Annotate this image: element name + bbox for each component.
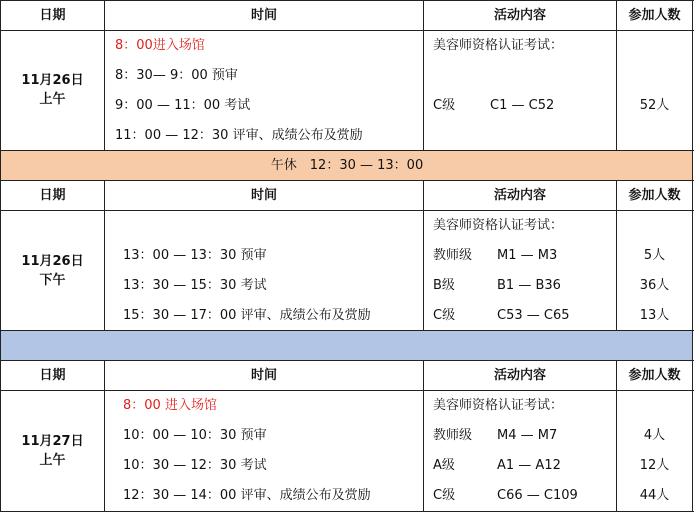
section-date [1,432,104,470]
time-entry: 15：30 — 17：00 评审、成绩公布及赏励 [123,308,371,323]
header-activity: 活动内容 [493,8,546,23]
time-entry: 11：00 — 12：30 评审、成绩公布及赏励 [115,128,363,143]
participant-count: 5人 [643,248,666,263]
time-entry: 10：30 — 12：30 考试 [123,458,267,473]
section-date [1,252,104,290]
exam-range: C66 — C109 [497,488,578,503]
header-time: 时间 [250,368,277,383]
participant-count: 4人 [643,428,666,443]
separator-row [1,331,693,360]
participant-count: 36人 [639,278,670,293]
time-entry: 10：00 — 10：30 预审 [123,428,267,443]
activity-title: 美容师资格认证考试： [433,218,564,233]
exam-range: C53 — C65 [497,308,570,323]
exam-level: 教师级 [433,428,473,443]
header-count: 参加人数 [628,8,681,23]
participant-count: 52人 [639,98,670,113]
header-activity: 活动内容 [493,368,546,383]
header-time: 时间 [250,188,277,203]
activity-title: 美容师资格认证考试： [433,398,564,413]
header-activity: 活动内容 [493,188,546,203]
exam-range: B1 — B36 [497,278,561,293]
time-entry: 8：00进入场馆 [115,38,205,53]
date-day: 11月26日 [21,73,84,88]
time-entry: 12：30 — 14：00 评审、成绩公布及赏励 [123,488,371,503]
participant-count: 44人 [639,488,670,503]
time-entry: 8：30— 9：00 预审 [115,68,238,83]
activity-title: 美容师资格认证考试： [433,38,564,53]
date-period: 下午 [39,273,66,288]
exam-level: C级 [433,98,456,113]
date-period: 上午 [39,453,66,468]
date-day: 11月27日 [21,434,84,449]
exam-level: 教师级 [433,248,473,263]
exam-level: A级 [433,458,455,473]
lunch-break-label: 午休 12：30 — 13：00 [270,158,424,173]
time-entry: 13：30 — 15：30 考试 [123,278,267,293]
participant-count: 12人 [639,458,670,473]
time-entry: 13：00 — 13：30 预审 [123,248,267,263]
date-period: 上午 [39,92,66,107]
exam-range: M1 — M3 [497,248,558,263]
participant-count: 13人 [639,308,670,323]
header-date: 日期 [39,8,66,23]
exam-level: B级 [433,278,455,293]
header-count: 参加人数 [628,188,681,203]
exam-range: C1 — C52 [490,98,555,113]
exam-level: C级 [433,488,456,503]
header-date: 日期 [39,188,66,203]
exam-level: C级 [433,308,456,323]
time-entry: 8：00 进入场馆 [123,398,217,413]
exam-range: A1 — A12 [497,458,561,473]
time-entry: 9：00 — 11：00 考试 [115,98,251,113]
date-day: 11月26日 [21,254,84,269]
header-count: 参加人数 [628,368,681,383]
section-date [1,71,104,109]
header-date: 日期 [39,368,66,383]
exam-range: M4 — M7 [497,428,558,443]
header-time: 时间 [250,8,277,23]
